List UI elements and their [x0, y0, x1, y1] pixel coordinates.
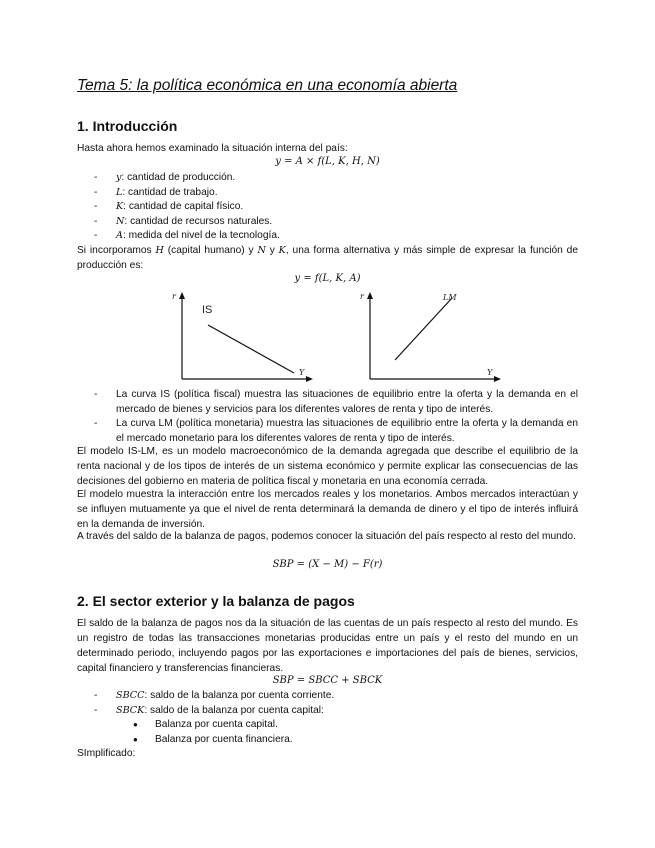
variable-item-k: - K: cantidad de capital físico. — [94, 201, 244, 212]
lm-curve-graph — [360, 288, 505, 385]
is-curve-item: - La curva IS (política fiscal) muestra las situaciones de equilibrio entre la oferta y la demanda en el mercado de bienes y servicios para los diferentes valores de renta y tipo de interés. — [94, 389, 578, 415]
islm-paragraph: El modelo IS-LM, es un modelo macroeconómico de la demanda agregada que describe el equilibrio de la renta nacional y de los tipos de interés de un sistema económico y permite explicar las consecuencias de las decisiones del gobierno en materia de política fiscal y monetaria en una economía cerrada. — [77, 446, 578, 487]
incorporation-paragraph: Si incorporamos H (capital humano) y N y K, una forma alternativa y más simple de expresar la función de producción es: — [77, 245, 578, 271]
production-equation: y = A × f(L, K, H, N) — [275, 156, 380, 167]
lm-y-arrow — [367, 292, 373, 299]
variable-item-y: - y: cantidad de producción. — [94, 172, 236, 183]
lm-y-axis-label: r — [360, 292, 364, 301]
is-y-arrow — [179, 292, 185, 299]
lm-x-arrow — [494, 376, 501, 382]
balance-paragraph: El saldo de la balanza de pagos nos da la situación de las cuentas de un país respecto al resto del mundo. Es un registro de todas las transacciones monetarias producidas entre un país y el resto del mundo en un determinado periodo, incluyendo pagos por las exportaciones e importaciones del país de bienes, servicios, capital financiero y transferencias financieras. — [77, 618, 578, 674]
sbcc-item: - SBCC: saldo de la balanza por cuenta corriente. — [94, 690, 335, 701]
document-title: Tema 5: la política económica en una economía abierta — [77, 77, 458, 94]
is-curve-line — [208, 325, 294, 373]
simplified-production-equation: y = f(L, K, A) — [294, 273, 361, 284]
subitem-financiera: ● Balanza por cuenta financiera. — [133, 734, 293, 745]
interaction-paragraph: El modelo muestra la interacción entre los mercados reales y los monetarios. Ambos mercados interactúan y se influyen mutuamente ya que el nivel de renta determinará la demanda de dinero y el tipo de interés influirá en la demanda de inversión. — [77, 489, 578, 530]
is-x-arrow — [306, 376, 313, 382]
variable-item-n: - N: cantidad de recursos naturales. — [94, 216, 273, 227]
variable-item-l: - L: cantidad de trabajo. — [94, 187, 218, 198]
is-y-axis-label: r — [172, 292, 176, 301]
lm-curve-label: LM — [443, 293, 457, 302]
sbp-equation: SBP = (X − M) − F(r) — [272, 559, 383, 570]
intro-paragraph: Hasta ahora hemos examinado la situación interna del país: — [77, 143, 348, 154]
is-x-axis-label: Y — [299, 368, 305, 377]
lm-curve-item: - La curva LM (política monetaria) muestra las situaciones de equilibrio entre la oferta y la demanda en el mercado monetario para los diferentes valores de renta y tipo de interés. — [94, 418, 578, 444]
balance-intro-paragraph: A través del saldo de la balanza de pagos, podemos conocer la situación del país respecto al resto del mundo. — [77, 531, 576, 542]
sbck-item: - SBCK: saldo de la balanza por cuenta capital: — [94, 705, 324, 716]
variable-item-a: - A: medida del nivel de la tecnología. — [94, 230, 280, 241]
section-2-heading: 2. El sector exterior y la balanza de pagos — [77, 593, 355, 609]
simplified-label: SImplificado: — [77, 748, 136, 759]
is-curve-graph — [172, 288, 317, 385]
lm-x-axis-label: Y — [487, 368, 493, 377]
lm-curve-line — [395, 298, 452, 360]
subitem-capital: ● Balanza por cuenta capital. — [133, 719, 278, 730]
sbp-decomposition-equation: SBP = SBCC + SBCK — [272, 675, 383, 686]
section-1-heading: 1. Introducción — [77, 118, 178, 134]
is-curve-label: IS — [202, 304, 213, 316]
